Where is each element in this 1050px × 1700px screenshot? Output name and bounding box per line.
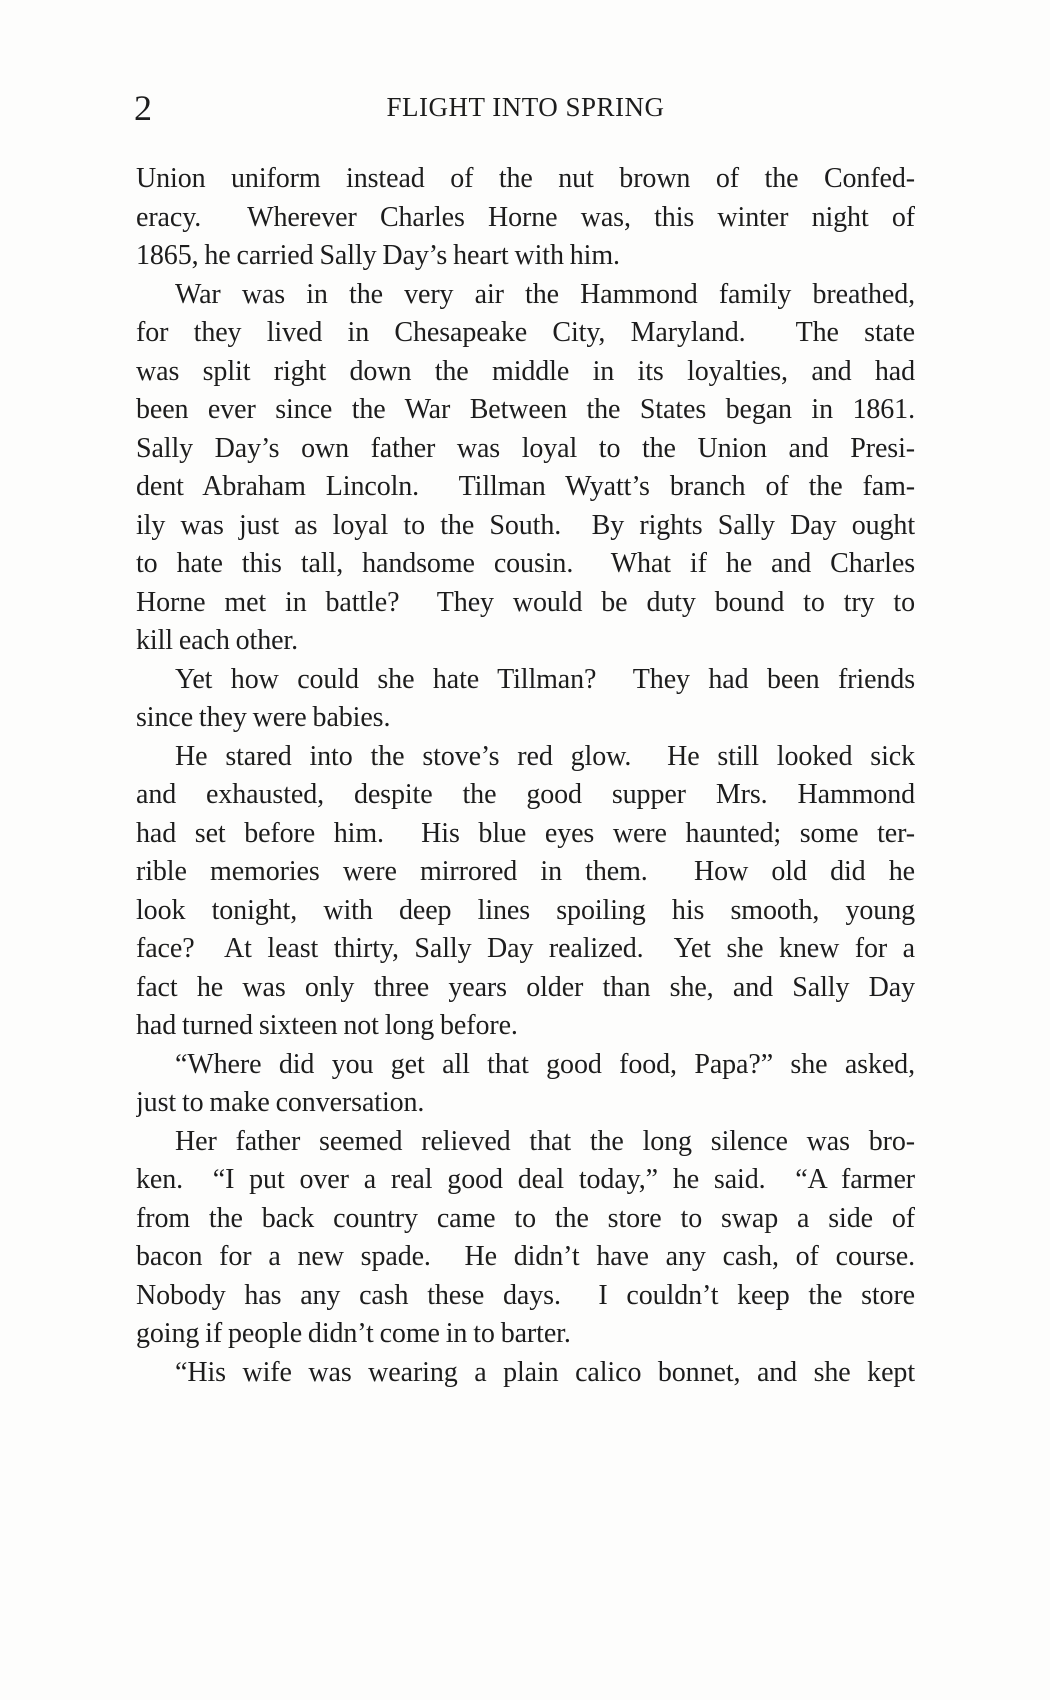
text-line: been ever since the War Between the States began in 1861. — [136, 394, 915, 425]
text-line: from the back country came to the store to swap a side of — [136, 1202, 915, 1234]
text-line: “Where did you get all that good food, Papa?” she asked, — [175, 1048, 915, 1080]
text-line: kill each other. — [136, 625, 299, 656]
paragraph — [136, 276, 915, 661]
text-line: dent Abraham Lincoln. Tillman Wyatt’s branch of the fam- — [136, 471, 915, 502]
paragraph — [136, 1354, 915, 1393]
text-line: Sally Day’s own father was loyal to the Union and Presi- — [136, 432, 915, 464]
text-line: Yet how could she hate Tillman? They had been friends — [175, 663, 915, 695]
text-line: was split right down the middle in its loyalties, and had — [136, 355, 915, 387]
text-line: ily was just as loyal to the South. By rights Sally Day ought — [136, 509, 915, 541]
body-text — [136, 160, 915, 1392]
paragraph — [136, 738, 915, 1046]
paragraph — [136, 1123, 915, 1354]
text-line: War was in the very air the Hammond family breathed, — [175, 278, 915, 310]
text-line: and exhausted, despite the good supper Mrs. Hammond — [136, 779, 915, 810]
text-line: since they were babies. — [136, 702, 391, 733]
text-line: 1865, he carried Sally Day’s heart with him. — [136, 240, 620, 271]
text-line: look tonight, with deep lines spoiling his smooth, young — [136, 894, 915, 926]
text-line: ken. “I put over a real good deal today,” he said. “A farmer — [136, 1164, 915, 1195]
page-number: 2 — [134, 88, 153, 128]
running-header: FLIGHT INTO SPRING — [386, 92, 665, 122]
paragraph — [136, 661, 915, 738]
paragraph — [136, 1046, 915, 1123]
text-line: He stared into the stove’s red glow. He still looked sick — [175, 740, 915, 772]
text-line: had turned sixteen not long before. — [136, 1010, 518, 1041]
text-line: had set before him. His blue eyes were haunted; some ter- — [136, 817, 915, 849]
text-line: “His wife was wearing a plain calico bonnet, and she kept — [175, 1356, 915, 1388]
text-line: just to make conversation. — [136, 1087, 425, 1118]
text-line: face? At least thirty, Sally Day realized. Yet she knew for a — [136, 933, 915, 964]
text-line: for they lived in Chesapeake City, Maryland. The state — [136, 317, 915, 348]
text-line: Her father seemed relieved that the long silence was bro- — [175, 1125, 915, 1157]
text-line: bacon for a new spade. He didn’t have any cash, of course. — [136, 1241, 915, 1272]
text-line: Horne met in battle? They would be duty bound to try to — [136, 586, 915, 618]
paragraph — [136, 160, 915, 276]
text-line: to hate this tall, handsome cousin. What if he and Charles — [136, 548, 915, 579]
text-line: fact he was only three years older than she, and Sally Day — [136, 971, 915, 1003]
text-line: Union uniform instead of the nut brown of the Confed- — [136, 163, 915, 194]
text-line: going if people didn’t come in to barter. — [136, 1318, 571, 1349]
text-line: rible memories were mirrored in them. How old did he — [136, 856, 915, 887]
text-line: Nobody has any cash these days. I couldn’t keep the store — [136, 1279, 915, 1311]
text-line: eracy. Wherever Charles Horne was, this winter night of — [136, 201, 915, 233]
